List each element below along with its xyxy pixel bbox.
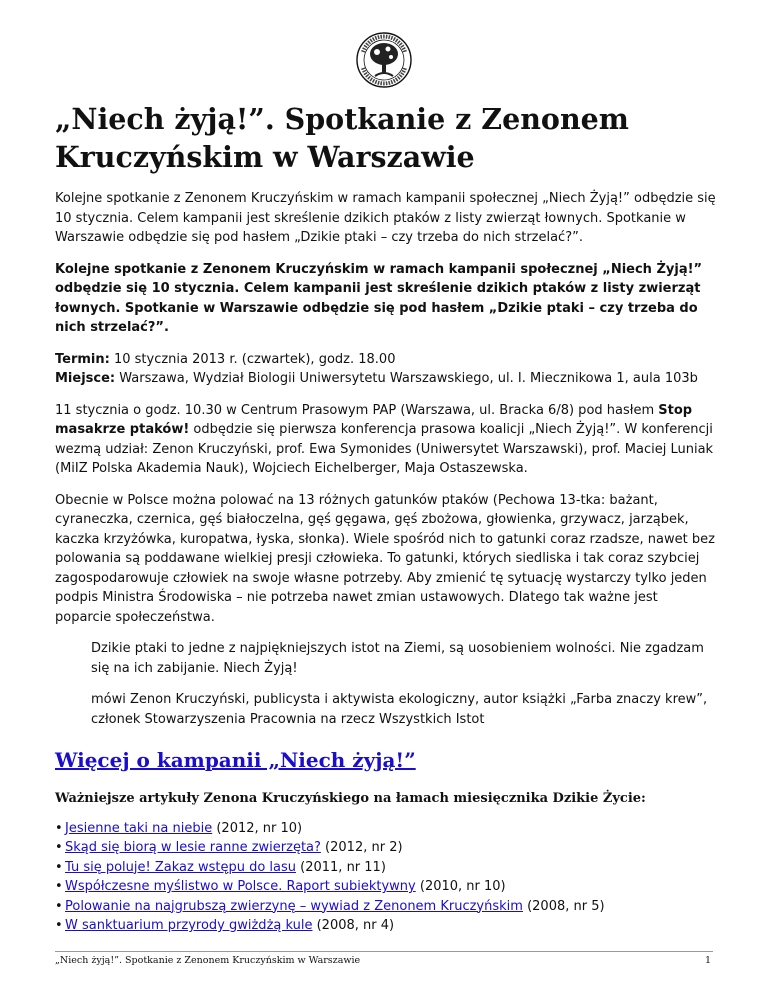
article-link[interactable]: Polowanie na najgrubszą zwierzynę – wywiad z Zenonem Kruczyńskim (65, 898, 523, 914)
intro-paragraph: Kolejne spotkanie z Zenonem Kruczyńskim w ramach kampanii społecznej „Niech Żyją!” odbędzie się 10 stycznia. Celem kampanii jest skreślenie dzikich ptaków z listy zwierząt łownych. Spotkanie w Warszawie odbędzie się pod hasłem „Dzikie ptaki – czy trzeba do nich strzelać?”. (55, 191, 716, 245)
article-link[interactable]: Skąd się biorą w lesie ranne zwierzęta? (65, 840, 321, 855)
quote-text: Dzikie ptaki to jedne z najpiękniejszych istot na Ziemi, są uosobieniem wolności. Nie zgadzam się na ich zabijanie. Niech Żyją! (91, 641, 704, 676)
more-heading (55, 747, 717, 773)
conference-slogan: Stop masakrze ptaków! (55, 402, 693, 437)
tree-seal-logo-icon (355, 30, 413, 94)
quote-block (91, 639, 717, 729)
articles-list (55, 819, 717, 936)
quote-author: mówi Zenon Kruczyński, publicysta i aktywista ekologiczny, autor książki „Farba znaczy krew”, członek Stowarzyszenia Pracownia na rzecz Wszystkich Istot (91, 692, 708, 727)
list-item (65, 819, 717, 839)
article-meta: (2012, nr 10) (212, 820, 303, 836)
article-meta: (2008, nr 5) (522, 898, 605, 914)
list-item (65, 858, 717, 878)
termin-label: Termin: (55, 351, 110, 367)
more-campaign-link[interactable]: Więcej o kampanii „Niech żyją!” (55, 748, 416, 772)
article-link[interactable]: Jesienne taki na niebie (65, 820, 213, 836)
article-meta: (2010, nr 10) (415, 879, 506, 894)
miejsce-value: Warszawa, Wydział Biologii Uniwersytetu Warszawskiego, ul. I. Miecznikowa 1, aula 103b (115, 371, 698, 386)
articles-heading: Ważniejsze artykuły Zenona Kruczyńskiego na łamach miesięcznika Dzikie Życie: (55, 791, 646, 806)
miejsce-label: Miejsce: (55, 371, 116, 386)
conference-text-start: 11 stycznia o godz. 10.30 w Centrum Prasowym PAP (Warszawa, ul. Bracka 6/8) pod hasłem (55, 402, 659, 418)
conference-paragraph (55, 401, 717, 479)
article-link[interactable]: Współczesne myślistwo w Polsce. Raport subiektywny (65, 879, 416, 894)
article-meta: (2012, nr 2) (320, 840, 403, 855)
list-item (65, 916, 717, 936)
lead-paragraph: Kolejne spotkanie z Zenonem Kruczyńskim w ramach kampanii społecznej „Niech Żyją!” odbędzie się 10 stycznia. Celem kampanii jest skreślenie dzikich ptaków z listy zwierząt łownych. Spotkanie w Warszawie odbędzie się pod hasłem „Dzikie ptaki – czy trzeba do nich strzelać?”. (55, 261, 703, 335)
list-item (65, 897, 717, 917)
article-link[interactable]: W sanktuarium przyrody gwiżdżą kule (65, 918, 313, 933)
footer-divider (55, 951, 713, 952)
footer-title: „Niech żyją!”. Spotkanie z Zenonem Kruczyńskim w Warszawie (55, 955, 361, 966)
page-number: 1 (705, 955, 712, 966)
article-link[interactable]: Tu się poluje! Zakaz wstępu do lasu (65, 859, 297, 875)
body-paragraph: Obecnie w Polsce można polować na 13 różnych gatunków ptaków (Pechowa 13-tka: bażant, cyraneczka, czernica, gęś białoczelna, gęś gęgawa, gęś zbożowa, głowienka, grzywacz, jarząbek, kaczka krzyżówka, kuropatwa, łyska, słonka). Wiele spośród nich to gatunki coraz rzadsze, nawet bez polowania są poddawane wielkiej presji człowieka. To gatunki, których siedliska i tak coraz szybciej zagospodarowuje człowiek na swoje własne potrzeby. Aby zmienić tę sytuację wystarczy tylko jeden podpis Ministra Środowiska – nie potrzeba nawet zmian ustawowych. Dlatego tak ważne jest poparcie społeczeństwa. (55, 492, 715, 625)
page-title: „Niech żyją!”. Spotkanie z Zenonem Kruczyńskim w Warszawie (55, 102, 629, 174)
termin-value: 10 stycznia 2013 r. (czwartek), godz. 18.00 (109, 351, 396, 367)
event-details (55, 350, 717, 389)
article-meta: (2011, nr 11) (296, 859, 386, 875)
article-meta: (2008, nr 4) (312, 918, 395, 933)
list-item (65, 877, 717, 897)
article-content (55, 189, 717, 936)
conference-text-end: odbędzie się pierwsza konferencja prasowa koalicji „Niech Żyją!”. W konferencji wezmą udział: Zenon Kruczyński, prof. Ewa Symonides (Uniwersytet Warszawski), prof. Maciej Luniak (MiIZ Polska Akademia Nauk), Wojciech Eichelberger, Maja Ostaszewska. (55, 422, 714, 476)
list-item (65, 838, 717, 858)
